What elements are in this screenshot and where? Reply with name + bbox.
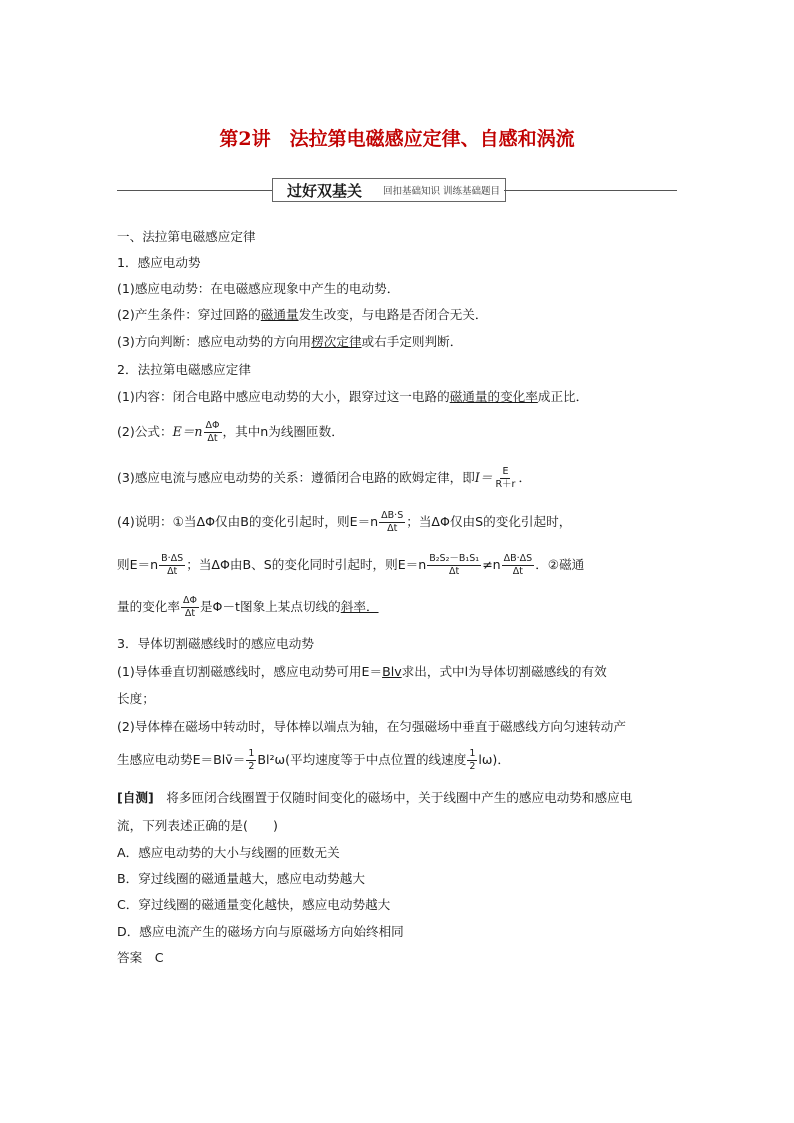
fraction [246, 748, 256, 773]
text: 生感应电动势E＝Bl [117, 752, 226, 767]
underlined-term: 斜率． [340, 599, 379, 614]
math: E＝n [172, 424, 203, 439]
denominator: Δt [207, 433, 218, 444]
text: 发生改变，与电路是否闭合无关． [298, 307, 488, 322]
option-d: D．感应电流产生的磁场方向与原磁场方向始终相同 [117, 924, 404, 939]
denominator: Δt [167, 566, 178, 577]
text: 是Φ－t图象上某点切线的 [199, 599, 341, 614]
s2-p2-formula [117, 420, 344, 445]
s1-heading: 1．感应电动势 [117, 255, 201, 270]
denominator: R＋r [495, 479, 516, 490]
s3-p2-line1: (2)导体棒在磁场中转动时，导体棒以端点为轴，在匀强磁场中垂直于磁感线方向匀速转动产 [117, 719, 626, 734]
text: ≠n [482, 557, 501, 572]
denominator: Δt [184, 608, 196, 619]
text: (1)导体垂直切割磁感线时，感应电动势可用E＝ [117, 664, 383, 679]
underlined-term: Blv [382, 664, 402, 679]
text: Bl²ω(平均速度等于中点位置的线速度 [257, 752, 467, 767]
fraction [159, 553, 185, 578]
text: ；当ΔΦ由B、S的变化同时引起时，则E＝n [186, 557, 427, 572]
numerator: 1 [469, 748, 476, 759]
exercise-stem-1 [117, 787, 632, 809]
s2-p3 [117, 466, 531, 491]
numerator: ΔB·ΔS [503, 553, 533, 564]
numerator: B·ΔS [161, 553, 184, 564]
fraction [502, 553, 535, 578]
text: (2)公式： [117, 424, 173, 439]
option-a: A．感应电动势的大小与线圈的匝数无关 [117, 845, 340, 860]
s2-heading: 2．法拉第电磁感应定律 [117, 362, 251, 377]
denominator: 2 [469, 761, 476, 772]
fraction [181, 595, 199, 620]
text: lω)． [478, 752, 510, 767]
fraction [427, 553, 481, 578]
numerator: ΔB·S [381, 510, 404, 521]
option-b: B．穿过线圈的磁通量越大，感应电动势越大 [117, 871, 365, 886]
exercise-stem-2: 流，下列表述正确的是( ) [117, 818, 278, 833]
fraction [493, 466, 517, 491]
text: 量的变化率 [117, 599, 180, 614]
s3-p2-line2 [117, 748, 510, 773]
denominator: Δt [449, 566, 460, 577]
math-vbar: v̄ [225, 752, 233, 767]
s1-p1: (1)感应电动势：在电磁感应现象中产生的电动势． [117, 281, 400, 296]
numerator: ΔΦ [182, 595, 197, 606]
s3-p1 [117, 661, 607, 683]
text: (4)说明：①当ΔΦ仅由B的变化引起时，则E＝n [117, 514, 379, 529]
banner-title: 过好双基关 [287, 181, 363, 200]
s2-p1 [117, 386, 588, 408]
s1-p2 [117, 304, 487, 326]
underlined-term: 楞次定律 [311, 334, 362, 349]
numerator: 1 [248, 748, 255, 759]
s3-heading: 3．导体切割磁感线时的感应电动势 [117, 636, 314, 651]
text: ；当ΔΦ仅由S的变化引起时， [406, 514, 572, 529]
text: 成正比． [537, 389, 589, 404]
numerator: B₂S₂－B₁S₁ [429, 553, 480, 564]
fraction [467, 748, 477, 773]
numerator: ΔΦ [205, 420, 220, 431]
exercise-tag: [自测] [117, 790, 154, 805]
fraction [379, 510, 405, 535]
text: 则E＝n [117, 557, 159, 572]
fraction [204, 420, 222, 445]
s3-p1-cont: 长度； [117, 691, 155, 706]
underlined-term: 磁通量的变化率 [449, 389, 538, 404]
banner-box [272, 178, 506, 202]
text: (2)产生条件：穿过回路的 [117, 307, 261, 322]
s1-p3 [117, 331, 462, 353]
s2-p4-line3 [117, 595, 379, 620]
text: (1)内容：闭合电路中感应电动势的大小，跟穿过这一电路的 [117, 389, 450, 404]
text: (3)方向判断：感应电动势的方向用 [117, 334, 312, 349]
math: I＝ [474, 470, 493, 485]
page-title: 第2讲 法拉第电磁感应定律、自感和涡流 [219, 128, 575, 150]
banner-rule-right [504, 190, 677, 191]
banner-rule-left [117, 190, 272, 191]
option-c: C．穿过线圈的磁通量变化越快，感应电动势越大 [117, 897, 391, 912]
s2-p4-line1 [117, 510, 571, 535]
text: ，其中n为线圈匝数． [222, 424, 344, 439]
text: ． [518, 470, 532, 485]
underlined-term: 磁通量 [260, 307, 299, 322]
heading-faraday-law: 一、法拉第电磁感应定律 [117, 229, 256, 244]
denominator: Δt [387, 523, 398, 534]
banner-subtitle: 回扣基础知识 训练基础题目 [383, 186, 501, 197]
text: ＝ [232, 752, 246, 767]
denominator: 2 [248, 761, 255, 772]
text: 求出，式中l为导体切割磁感线的有效 [401, 664, 607, 679]
s2-p4-line2 [117, 553, 584, 578]
section-banner [117, 178, 677, 202]
answer: 答案 C [117, 950, 164, 965]
text: 或右手定则判断． [361, 334, 463, 349]
numerator: E [502, 466, 509, 477]
text: 将多匝闭合线圈置于仅随时间变化的磁场中，关于线圈中产生的感应电动势和感应电 [153, 790, 633, 805]
denominator: Δt [512, 566, 524, 577]
text: ．②磁通 [535, 557, 585, 572]
text: (3)感应电流与感应电动势的关系：遵循闭合电路的欧姆定律，即 [117, 470, 475, 485]
